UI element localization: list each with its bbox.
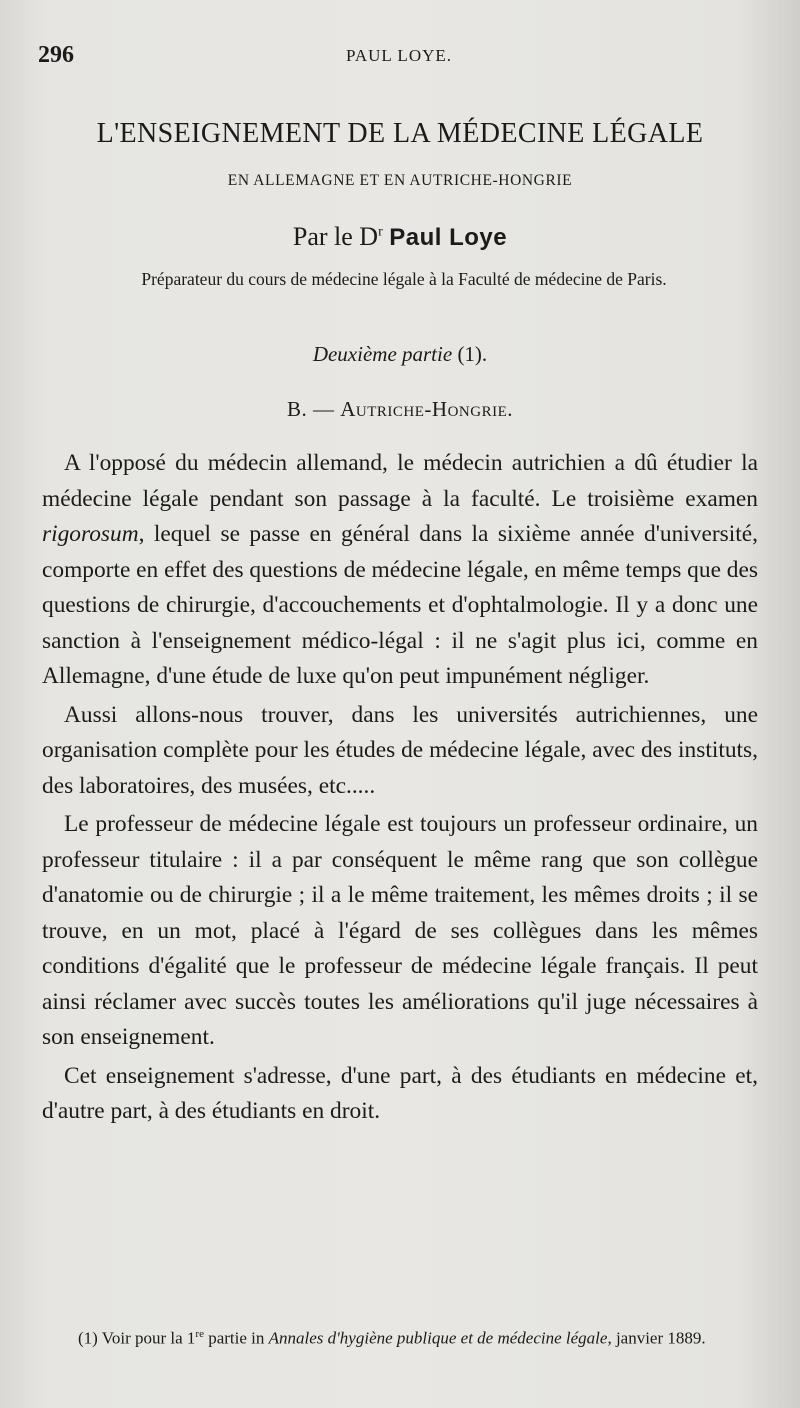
running-header — [38, 42, 760, 74]
footnote-journal: Annales d'hygiène publique et de médecine légale — [268, 1328, 608, 1348]
paragraph-1-part-b: , lequel se passe en général dans la sixième année d'université, comporte en effet des questions de médecine légale, en même temps que des questions de chirurgie, d'accouchements et d'ophtalmologie. Il y a donc une sanction à l'enseignement médico-légal : il ne s'agit plus ici, comme en Allemagne, d'une étude de luxe qu'on peut impunément négliger. — [42, 521, 758, 689]
footnote — [42, 1322, 758, 1351]
page-number: 296 — [38, 42, 74, 68]
paragraph-1 — [42, 446, 758, 695]
paragraph-2: Aussi allons-nous trouver, dans les universités autrichiennes, une organisation complète pour les études de médecine légale, avec des instituts, des laboratoires, des musées, etc..... — [42, 701, 758, 799]
footnote-part-b: partie in — [203, 1328, 269, 1348]
section-heading — [40, 397, 760, 422]
paragraph-1-italic: rigorosum — [42, 521, 139, 547]
paragraph-4: Cet enseignement s'adresse, d'une part, à des étudiants en médecine et, d'autre part, à des étudiants en droit. — [42, 1062, 758, 1124]
part-label: Deuxième partie — [312, 342, 453, 366]
article-title: L'ENSEIGNEMENT DE LA MÉDECINE LÉGALE — [96, 118, 704, 149]
part-heading — [40, 342, 760, 367]
body-text — [42, 446, 758, 1130]
byline — [40, 222, 760, 252]
section-letter: B. — [287, 397, 308, 421]
paragraph-3: Le professeur de médecine légale est toujours un professeur ordinaire, un professeur titulaire : il a par conséquent le même rang que son collègue d'anatomie ou de chirurgie ; il a le même traitement, les mêmes droits ; il se trouve, en un mot, placé à l'égard de ses collègues dans les mêmes conditions d'égalité que le professeur de médecine légale français. Il peut ainsi réclamer avec succès toutes les améliorations qu'il juge nécessaires à son enseignement. — [42, 811, 758, 1050]
author-affiliation: Préparateur du cours de médecine légale à la Faculté de médecine de Paris. — [141, 269, 667, 289]
author-name: Paul Loye — [389, 224, 508, 251]
footnote-sup: re — [195, 1328, 204, 1340]
byline-title-sup: r — [378, 224, 383, 240]
byline-prefix: Par le D — [292, 222, 379, 251]
footnote-reference: (1). — [457, 342, 488, 366]
paragraph-1-part-a: A l'opposé du médecin allemand, le médecin autrichien a dû étudier la médecine légale pendant son passage à la faculté. Le troisième examen — [42, 450, 758, 512]
running-title: PAUL LOYE. — [345, 46, 453, 65]
footnote-part-c: , janvier 1889. — [607, 1328, 706, 1348]
footnote-part-a: (1) Voir pour la 1 — [78, 1328, 196, 1348]
section-name: Autriche-Hongrie. — [340, 397, 513, 421]
article-subtitle: EN ALLEMAGNE ET EN AUTRICHE-HONGRIE — [227, 172, 573, 189]
section-dash: — — [313, 397, 335, 421]
footnote-text — [42, 1322, 758, 1351]
